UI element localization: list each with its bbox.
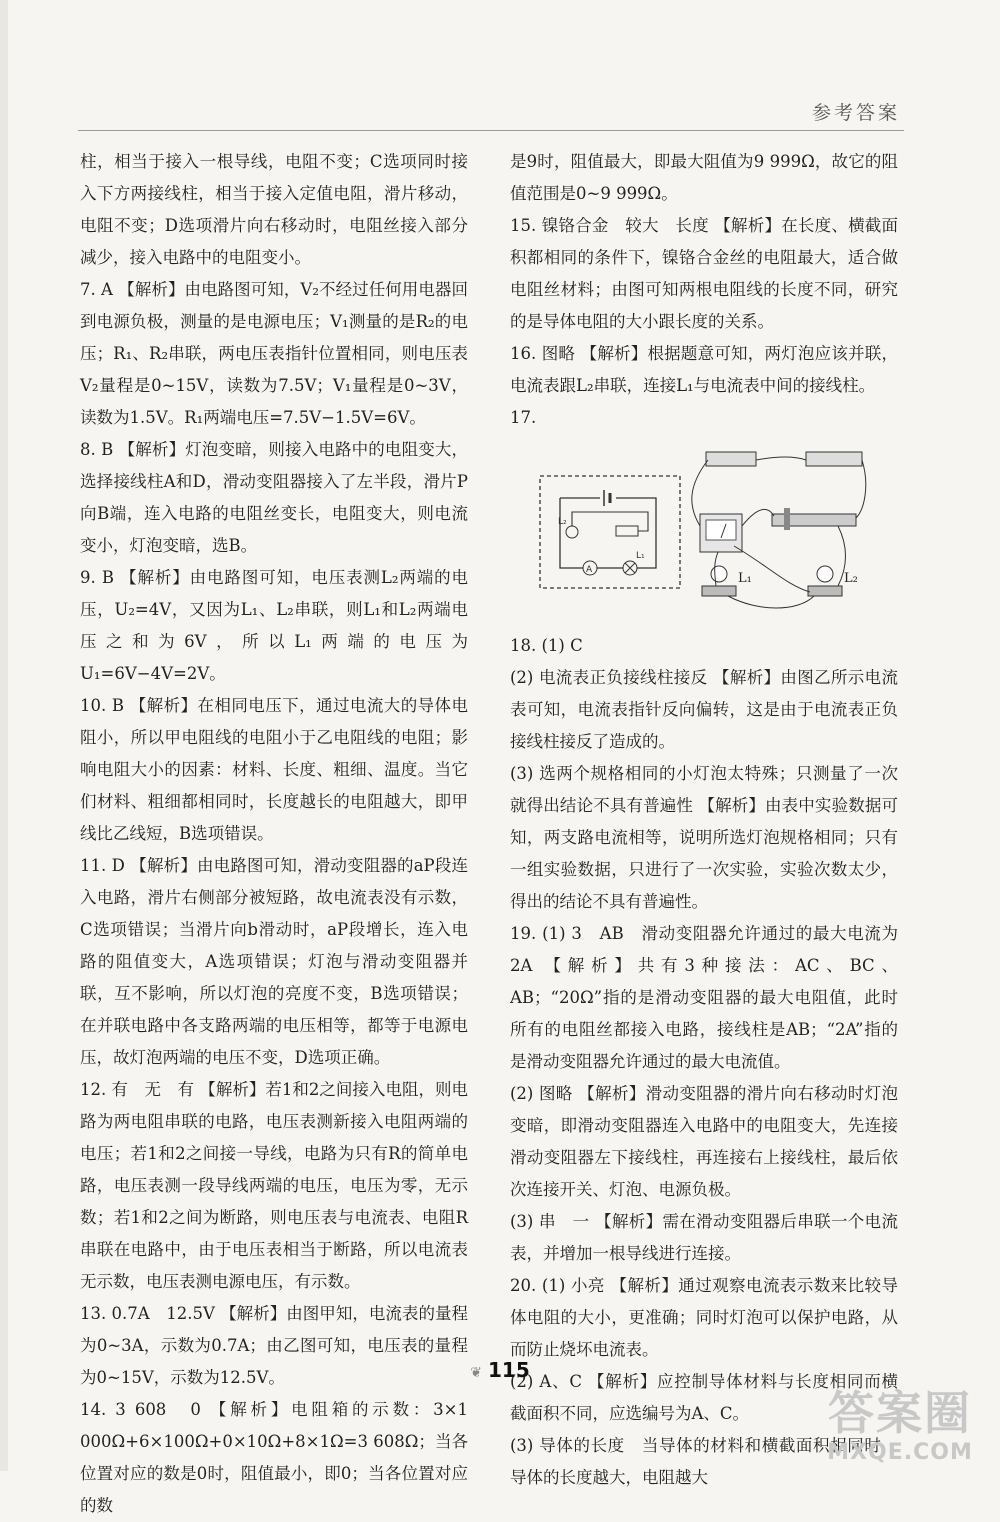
label-l1: L₁ — [738, 571, 752, 586]
leaf-ornament-icon: ❦ — [470, 1365, 482, 1381]
answer-paragraph: 是9时，阻值最大，即最大阻值为9 999Ω，故它的阻值范围是0~9 999Ω。 — [510, 152, 898, 203]
answer-paragraph: 12. 有 无 有 【解析】若1和2之间接入电阻，则电路为两电阻串联的电路，电压表测新接入电阻两端的电压；若1和2之间接一导线，电路为只有R的简单电路，电压表测一段导线两端的电压，电压为零，无示数；若1和2之间为断路，则电压表与电流表、电阻R串联在电路中，由于电压表相当于断路，所以电流表无示数，电压表测电源电压，有示数。 — [80, 1080, 468, 1291]
schematic-label-l1: L₁ — [636, 551, 645, 561]
wire — [742, 509, 774, 526]
schematic-label-l2: L₂ — [558, 517, 567, 527]
answer-paragraph: (3) 选两个规格相同的小灯泡太特殊；只测量了一次就得出结论不具有普遍性 【解析】由表中实验数据可知，两支路电流相等，说明所选灯泡规格相同；只有一组实验数据，只进行了一次实验，实验次数太少，得出的结论不具有普遍性。 — [510, 764, 898, 911]
circuit-svg — [538, 446, 868, 616]
bulb-l1 — [711, 566, 727, 582]
answer-paragraph: 20. (1) 小亮 【解析】通过观察电流表示数来比较导体电阻的大小，更准确；同时灯泡可以保护电路，从而防止烧坏电流表。 — [510, 1276, 898, 1359]
answer-paragraph: (3) 串 一 【解析】需在滑动变阻器后串联一个电流表，并增加一根导线进行连接。 — [510, 1212, 898, 1263]
page-header: 参考答案 — [811, 102, 900, 124]
bulb-l2 — [817, 566, 833, 582]
page-number-text: 115 — [487, 1358, 530, 1382]
rheostat-slider — [784, 508, 790, 530]
answer-paragraph: 10. B 【解析】在相同电压下，通过电流大的导体电阻小，所以甲电阻线的电阻小于乙电阻线的电阻；影响电阻大小的因素：材料、长度、粗细、温度。当它们材料、粗细都相同时，长度越长的电阻越大，即甲线比乙线短，B选项错误。 — [80, 696, 468, 843]
label-l2: L₂ — [844, 571, 858, 586]
answer-paragraph: 8. B 【解析】灯泡变暗，则接入电路中的电阻变大，选择接线柱A和D，滑动变阻器接入了左半段，滑片P向B端，连入电路的电阻丝变长，电阻变大，则电流变小，灯泡变暗，选B。 — [80, 440, 468, 555]
lamp-base — [808, 586, 842, 596]
answer-paragraph: 11. D 【解析】由电路图可知，滑动变阻器的aP段连入电路，滑片右侧部分被短路，故电流表没有示数，C选项错误；当滑片向b滑动时，aP段增长，连入电路的阻值变大，A选项错误；灯泡与滑动变阻器并联，互不影响，所以灯泡的亮度不变，B选项错误；在并联电路中各支路两端的电压相等，都等于电源电压，故灯泡两端的电压不变，D选项正确。 — [80, 856, 468, 1067]
page-number — [0, 1358, 1000, 1382]
right-column — [510, 146, 898, 1494]
answer-paragraph: 柱，相当于接入一根导线，电阻不变；C选项同时接入下方两接线柱，相当于接入定值电阻，滑片移动，电阻不变；D选项滑片向右移动时，电阻丝接入部分减少，接入电路中的电阻变小。 — [80, 152, 468, 267]
watermark-logo: 答案圈 — [828, 1386, 972, 1440]
switch-component — [706, 452, 756, 466]
answer-paragraph: (3) 导体的长度 当导体的材料和横截面积相同时，导体的长度越大，电阻越大 — [510, 1436, 898, 1487]
answer-paragraph: (2) A、C 【解析】应控制导体材料与长度相同而横截面积不同，应选编号为A、C。 — [510, 1372, 898, 1423]
resistor-symbol — [616, 526, 638, 536]
battery-component — [806, 452, 862, 466]
answer-paragraph: (2) 图略 【解析】滑动变阻器的滑片向右移动时灯泡变暗，即滑动变阻器连入电路中的电阻变大，先连接滑动变阻器左下接线柱，再连接右上接线柱，最后依次连接开关、灯泡、电源负极。 — [510, 1084, 898, 1199]
wire — [728, 596, 814, 608]
lamp-l2-symbol — [566, 526, 578, 538]
answer-paragraph: (2) 电流表正负接线柱接反 【解析】由图乙所示电流表可知，电流表指针反向偏转，这是由于电流表正负接线柱接反了造成的。 — [510, 668, 898, 751]
watermark — [810, 1386, 990, 1465]
answer-paragraph: 14. 3 608 0 【解析】电阻箱的示数：3×1 000Ω+6×100Ω+0×10Ω+8×1Ω=3 608Ω；当各位置对应的数是0时，阻值最小，即0；当各位置对应的数 — [80, 1400, 468, 1515]
wire — [856, 460, 866, 518]
left-column — [80, 146, 468, 1522]
answer-paragraph: 9. B 【解析】由电路图可知，电压表测L₂两端的电压，U₂=4V，又因为L₁、L₂串联，则L₁和L₂两端电压之和为6V，所以L₁两端的电压为U₁=6V−4V=2V。 — [80, 568, 468, 683]
answer-paragraph: 16. 图略 【解析】根据题意可知，两灯泡应该并联，电流表跟L₂串联，连接L₁与电流表中间的接线柱。 — [510, 344, 898, 395]
wire — [756, 457, 806, 460]
header-divider — [78, 130, 904, 131]
answer-paragraph: 13. 0.7A 12.5V 【解析】由图甲知，电流表的量程为0~3A，示数为0.7A；由乙图可知，电压表的量程为0~15V，示数为12.5V。 — [80, 1304, 468, 1387]
ammeter-label: A — [586, 565, 593, 575]
answer-paragraph: 7. A 【解析】由电路图可知，V₂不经过任何用电器回到电源负极，测量的是电源电压；V₁测量的是R₂的电压；R₁、R₂串联，两电压表指针位置相同，则电压表V₂量程是0~15V，读数为7.5V；V₁量程是0~3V，读数为1.5V。R₁两端电压=7.5V−1.5V=6V。 — [80, 280, 468, 427]
lamp-base — [702, 586, 736, 596]
schematic-wire — [572, 512, 648, 531]
answer-paragraph: 15. 镍铬合金 较大 长度 【解析】在长度、横截面积都相同的条件下，镍铬合金丝的电阻最大，适合做电阻丝材料；由图可知两根电阻线的长度不同，研究的是导体电阻的大小跟长度的关系。 — [510, 216, 898, 331]
schematic-frame — [540, 476, 680, 588]
page-edge — [0, 0, 8, 1471]
watermark-url: MXQE.COM — [827, 1440, 973, 1465]
answer-paragraph: 17. — [510, 408, 537, 427]
answer-paragraph: 19. (1) 3 AB 滑动变阻器允许通过的最大电流为2A 【解析】共有3种接法：AC、BC、AB；“20Ω”指的是滑动变阻器的最大电阻值，此时所有的电阻丝都接入电路，接线柱是AB；“2A”指的是滑动变阻器允许通过的最大电流值。 — [510, 924, 898, 1071]
circuit-diagram — [538, 446, 868, 616]
answer-paragraph: 18. (1) C — [510, 636, 583, 655]
